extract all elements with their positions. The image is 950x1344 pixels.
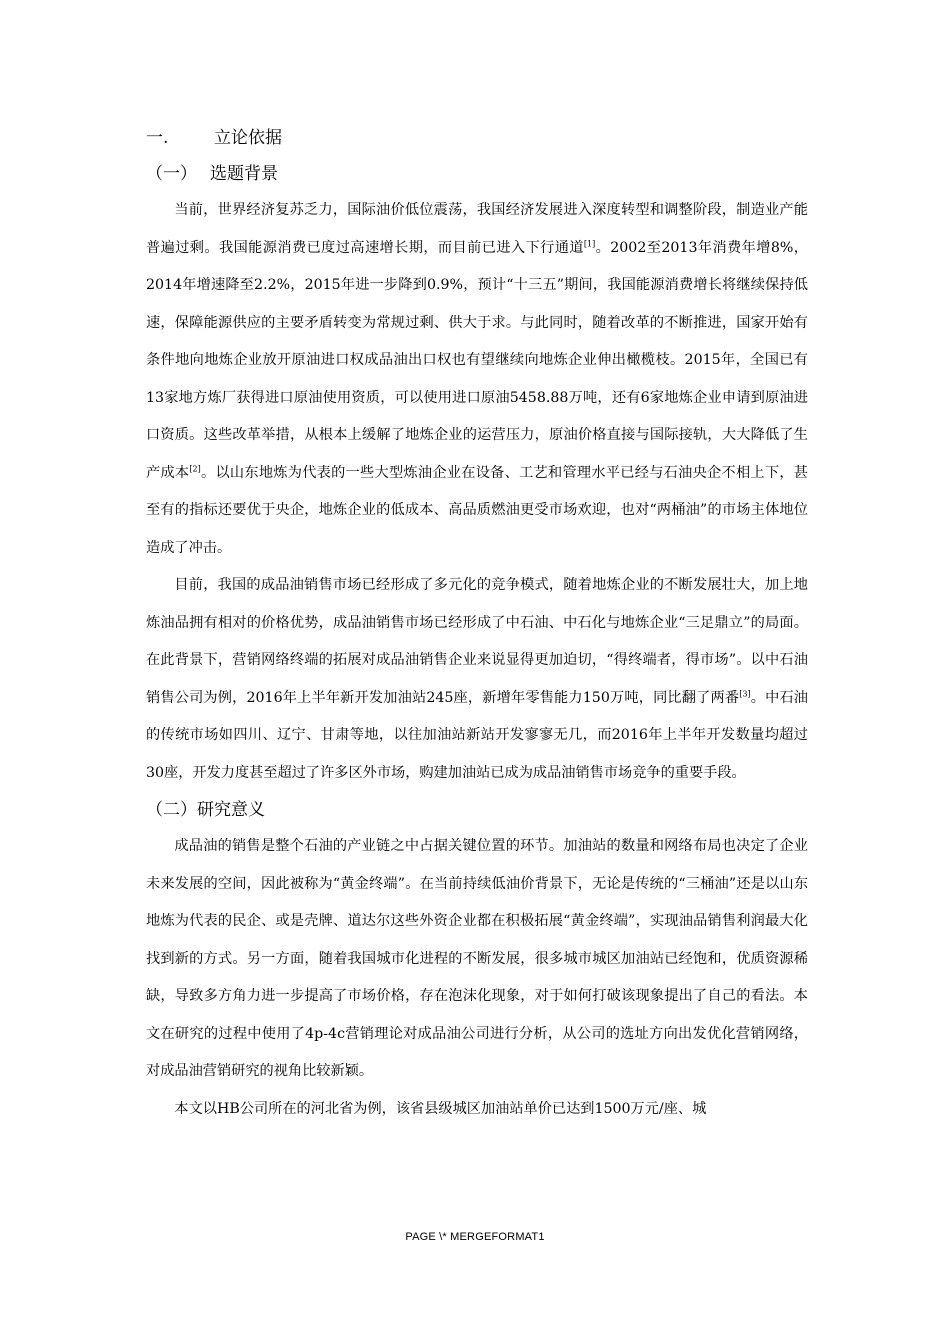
subsection-number: （二） bbox=[146, 800, 197, 820]
citation-3: [3] bbox=[739, 688, 751, 698]
paragraph-background-1: 当前，世界经济复苏乏力，国际油价低位震荡，我国经济发展进入深度转型和调整阶段，制造业产能普遍过剩。我国能源消费已度过高速增长期，而目前已进入下行通道[1]。2002至2013年消费年增8%，2014年增速降至2.2%，2015年进一步降到0.9%，预计“十三五”期间，我国能源消费增长将继续保持低速，保障能源供应的主要矛盾转变为常规过剩、供大于求。与此同时，随着改革的不断推进，国家开始有条件地向地炼企业放开原油进口权成品油出口权也有望继续向地炼企业伸出橄榄枝。2015年，全国已有13家地方炼厂获得进口原油使用资质，可以使用进口原油5458.88万吨，还有6家地炼企业申请到原油进口资质。这些改革举措，从根本上缓解了地炼企业的运营压力，原油价格直接与国际接轨，大大降低了生产成本[2]。以山东地炼为代表的一些大型炼油企业在设备、工艺和管理水平已经与石油央企不相上下，甚至有的指标还要优于央企，地炼企业的低成本、高品质燃油更受市场欢迎，也对“两桶油”的市场主体地位造成了冲击。 bbox=[146, 202, 808, 556]
section-heading bbox=[146, 120, 808, 156]
citation-2: [2] bbox=[189, 463, 201, 473]
subsection-title: 研究意义 bbox=[197, 800, 265, 820]
paragraph-significance-2: 本文以HB公司所在的河北省为例，该省县级城区加油站单价已达到1500万元/座、城 bbox=[174, 1100, 707, 1117]
citation-1: [1] bbox=[583, 238, 596, 248]
section-title: 立论依据 bbox=[214, 128, 282, 148]
subsection-title: 选题背景 bbox=[210, 164, 278, 184]
section-number: 一. bbox=[146, 128, 169, 148]
paragraph-significance-1: 成品油的销售是整个石油的产业链之中占据关键位置的环节。加油站的数量和网络布局也决定了企业未来发展的空间，因此被称为“黄金终端”。在当前持续低油价背景下，无论是传统的“三桶油”还是以山东地炼为代表的民企、或是壳牌、道达尔这些外资企业都在积极拓展“黄金终端”，实现油品销售利润最大化找到新的方式。另一方面，随着我国城市化进程的不断发展，很多城市城区加油站已经饱和，优质资源稀缺，导致多方角力进一步提高了市场价格，存在泡沫化现象，对于如何打破该现象提出了自己的看法。本文在研究的过程中使用了4p-4c营销理论对成品油公司进行分析，从公司的选址方向出发优化营销网络，对成品油营销研究的视角比较新颖。 bbox=[146, 838, 809, 1079]
subsection-heading-background bbox=[146, 156, 808, 192]
subsection-heading-significance bbox=[146, 792, 808, 828]
subsection-number: （一） bbox=[146, 164, 197, 184]
document-body bbox=[146, 120, 808, 1128]
page-footer: PAGE \* MERGEFORMAT1 bbox=[405, 1231, 545, 1243]
paragraph-background-2: 目前，我国的成品油销售市场已经形成了多元化的竞争模式，随着地炼企业的不断发展壮大，加上地炼油品拥有相对的价格优势，成品油销售市场已经形成了中石油、中石化与地炼企业“三足鼎立”的局面。在此背景下，营销网络终端的拓展对成品油销售企业来说显得更加迫切，“得终端者，得市场”。以中石油销售公司为例，2016年上半年新开发加油站245座，新增年零售能力150万吨，同比翻了两番[3]。中石油的传统市场如四川、辽宁、甘肃等地，以往加油站新站开发寥寥无几，而2016年上半年开发数量均超过30座，开发力度甚至超过了许多区外市场，购建加油站已成为成品油销售市场竞争的重要手段。 bbox=[146, 577, 808, 781]
